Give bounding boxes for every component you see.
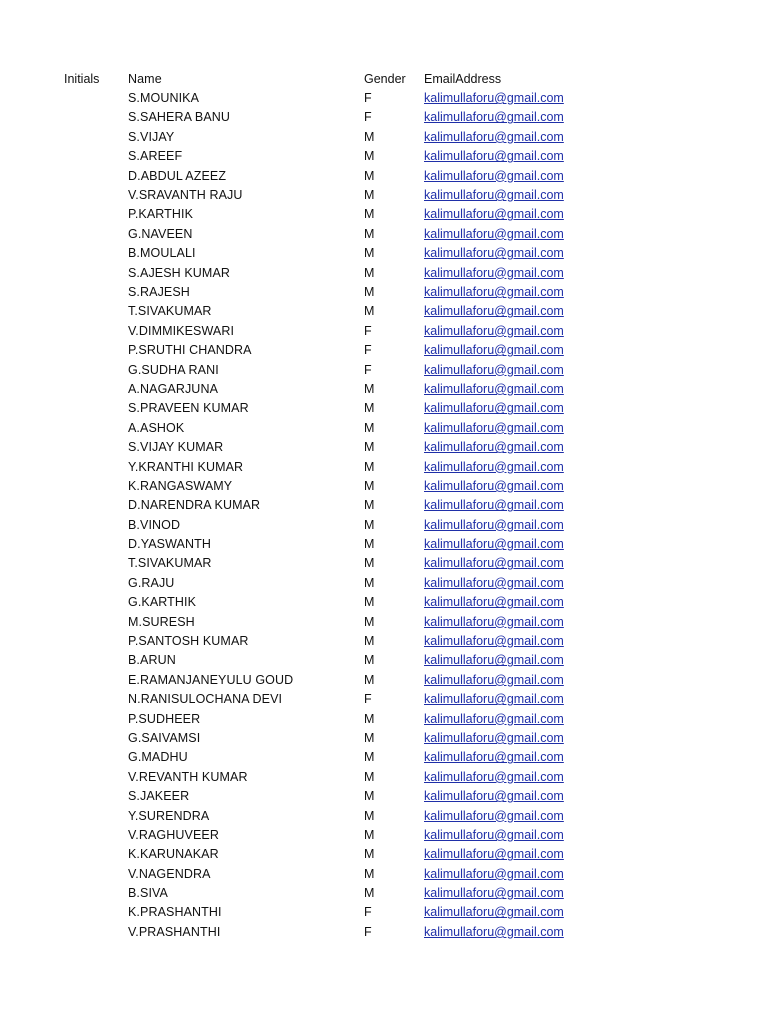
table-row [64, 224, 624, 243]
gender-cell: M [364, 730, 375, 745]
email-link[interactable]: kalimullaforu@gmail.com [424, 750, 564, 765]
email-cell [424, 401, 624, 415]
name-cell: S.VIJAY KUMAR [128, 440, 224, 455]
table-row [64, 631, 624, 650]
table-row [64, 476, 624, 495]
name-cell: S.RAJESH [128, 284, 190, 299]
name-cell: P.SANTOSH KUMAR [128, 634, 249, 649]
gender-cell: M [364, 711, 375, 726]
table-row [64, 593, 624, 612]
table-row [64, 496, 624, 515]
email-cell [424, 188, 624, 202]
gender-cell: M [364, 575, 375, 590]
name-cell: B.ARUN [128, 653, 176, 668]
gender-cell: M [364, 498, 375, 513]
email-cell [424, 731, 624, 745]
table-row [64, 399, 624, 418]
gender-cell: M [364, 750, 375, 765]
table-row [64, 690, 624, 709]
email-link[interactable]: kalimullaforu@gmail.com [424, 91, 564, 106]
email-link[interactable]: kalimullaforu@gmail.com [424, 459, 564, 474]
table-row [64, 670, 624, 689]
name-cell: G.SUDHA RANI [128, 362, 219, 377]
gender-cell: M [364, 265, 375, 280]
table-row [64, 767, 624, 786]
table-row [64, 418, 624, 437]
name-cell: V.PRASHANTHI [128, 924, 221, 939]
gender-cell: M [364, 537, 375, 552]
gender-cell: M [364, 769, 375, 784]
gender-cell: F [364, 110, 372, 125]
email-cell [424, 692, 624, 706]
name-cell: S.VIJAY [128, 129, 175, 144]
email-link[interactable]: kalimullaforu@gmail.com [424, 168, 564, 183]
email-cell [424, 130, 624, 144]
name-cell: G.SAIVAMSI [128, 730, 201, 745]
table-row [64, 573, 624, 592]
email-cell [424, 207, 624, 221]
email-cell [424, 576, 624, 590]
table-row [64, 321, 624, 340]
email-cell [424, 479, 624, 493]
header-email: EmailAddress [424, 71, 502, 86]
gender-cell: M [364, 634, 375, 649]
email-cell [424, 634, 624, 648]
email-link[interactable]: kalimullaforu@gmail.com [424, 401, 564, 416]
email-cell [424, 91, 624, 105]
email-cell [424, 518, 624, 532]
header-row [64, 69, 624, 88]
gender-cell: F [364, 692, 372, 707]
email-link[interactable]: kalimullaforu@gmail.com [424, 614, 564, 629]
email-link[interactable]: kalimullaforu@gmail.com [424, 556, 564, 571]
name-cell: K.RANGASWAMY [128, 478, 233, 493]
email-link[interactable]: kalimullaforu@gmail.com [424, 381, 564, 396]
gender-cell: M [364, 420, 375, 435]
email-cell [424, 653, 624, 667]
name-cell: E.RAMANJANEYULU GOUD [128, 672, 294, 687]
email-link[interactable]: kalimullaforu@gmail.com [424, 343, 564, 358]
table-row [64, 748, 624, 767]
email-link[interactable]: kalimullaforu@gmail.com [424, 866, 564, 881]
email-link[interactable]: kalimullaforu@gmail.com [424, 284, 564, 299]
email-cell [424, 615, 624, 629]
email-link[interactable]: kalimullaforu@gmail.com [424, 149, 564, 164]
name-cell: K.PRASHANTHI [128, 905, 222, 920]
name-cell: G.KARTHIK [128, 595, 197, 610]
name-cell: P.SRUTHI CHANDRA [128, 343, 252, 358]
email-cell [424, 867, 624, 881]
name-cell: D.ABDUL AZEEZ [128, 168, 227, 183]
email-link[interactable]: kalimullaforu@gmail.com [424, 808, 564, 823]
email-cell [424, 227, 624, 241]
email-cell [424, 382, 624, 396]
table-row [64, 437, 624, 456]
email-link[interactable]: kalimullaforu@gmail.com [424, 847, 564, 862]
email-link[interactable]: kalimullaforu@gmail.com [424, 537, 564, 552]
gender-cell: F [364, 91, 372, 106]
table-row [64, 534, 624, 553]
table-row [64, 845, 624, 864]
gender-cell: M [364, 304, 375, 319]
name-cell: P.SUDHEER [128, 711, 201, 726]
gender-cell: F [364, 343, 372, 358]
table-row [64, 147, 624, 166]
table-row [64, 457, 624, 476]
name-cell: P.KARTHIK [128, 207, 194, 222]
gender-cell: M [364, 595, 375, 610]
name-cell: G.NAVEEN [128, 226, 193, 241]
email-cell [424, 770, 624, 784]
email-cell [424, 886, 624, 900]
email-cell [424, 440, 624, 454]
email-link[interactable]: kalimullaforu@gmail.com [424, 362, 564, 377]
name-cell: S.AJESH KUMAR [128, 265, 231, 280]
email-link[interactable]: kalimullaforu@gmail.com [424, 595, 564, 610]
name-cell: S.SAHERA BANU [128, 110, 231, 125]
name-cell: G.MADHU [128, 750, 188, 765]
table-row [64, 864, 624, 883]
name-cell: A.NAGARJUNA [128, 381, 219, 396]
gender-cell: F [364, 362, 372, 377]
name-cell: B.SIVA [128, 886, 168, 901]
email-link[interactable]: kalimullaforu@gmail.com [424, 730, 564, 745]
email-link[interactable]: kalimullaforu@gmail.com [424, 575, 564, 590]
email-cell [424, 285, 624, 299]
gender-cell: M [364, 847, 375, 862]
email-cell [424, 304, 624, 318]
email-link[interactable]: kalimullaforu@gmail.com [424, 634, 564, 649]
name-cell: N.RANISULOCHANA DEVI [128, 692, 283, 707]
gender-cell: M [364, 478, 375, 493]
table-row [64, 903, 624, 922]
gender-cell: F [364, 905, 372, 920]
email-link[interactable]: kalimullaforu@gmail.com [424, 226, 564, 241]
name-cell: S.MOUNIKA [128, 91, 200, 106]
gender-cell: M [364, 284, 375, 299]
gender-cell: M [364, 440, 375, 455]
gender-cell: M [364, 168, 375, 183]
email-link[interactable]: kalimullaforu@gmail.com [424, 711, 564, 726]
email-cell [424, 169, 624, 183]
table-row [64, 883, 624, 902]
name-cell: M.SURESH [128, 614, 195, 629]
email-link[interactable]: kalimullaforu@gmail.com [424, 246, 564, 261]
table-row [64, 282, 624, 301]
email-cell [424, 712, 624, 726]
email-link[interactable]: kalimullaforu@gmail.com [424, 653, 564, 668]
table-row [64, 263, 624, 282]
email-cell [424, 149, 624, 163]
email-link[interactable]: kalimullaforu@gmail.com [424, 789, 564, 804]
name-cell: B.VINOD [128, 517, 181, 532]
name-cell: B.MOULALI [128, 246, 196, 261]
name-cell: T.SIVAKUMAR [128, 556, 212, 571]
email-cell [424, 421, 624, 435]
table-row [64, 922, 624, 941]
name-cell: G.RAJU [128, 575, 175, 590]
email-cell [424, 498, 624, 512]
name-cell: V.DIMMIKESWARI [128, 323, 235, 338]
table-row [64, 728, 624, 747]
email-cell [424, 363, 624, 377]
table-row [64, 709, 624, 728]
gender-cell: M [364, 653, 375, 668]
name-cell: D.NARENDRA KUMAR [128, 498, 261, 513]
table-row [64, 302, 624, 321]
table-row [64, 205, 624, 224]
email-cell [424, 809, 624, 823]
email-link[interactable]: kalimullaforu@gmail.com [424, 304, 564, 319]
name-cell: Y.SURENDRA [128, 808, 210, 823]
email-cell [424, 246, 624, 260]
gender-cell: M [364, 207, 375, 222]
email-link[interactable]: kalimullaforu@gmail.com [424, 440, 564, 455]
name-cell: V.NAGENDRA [128, 866, 211, 881]
table-row [64, 379, 624, 398]
name-cell: S.JAKEER [128, 789, 190, 804]
name-cell: T.SIVAKUMAR [128, 304, 212, 319]
email-link[interactable]: kalimullaforu@gmail.com [424, 517, 564, 532]
email-link[interactable]: kalimullaforu@gmail.com [424, 188, 564, 203]
email-cell [424, 750, 624, 764]
email-link[interactable]: kalimullaforu@gmail.com [424, 672, 564, 687]
table-row [64, 244, 624, 263]
name-cell: D.YASWANTH [128, 537, 211, 552]
name-cell: S.PRAVEEN KUMAR [128, 401, 249, 416]
gender-cell: M [364, 149, 375, 164]
email-link[interactable]: kalimullaforu@gmail.com [424, 110, 564, 125]
table-row [64, 806, 624, 825]
name-cell: Y.KRANTHI KUMAR [128, 459, 244, 474]
gender-cell: M [364, 517, 375, 532]
email-link[interactable]: kalimullaforu@gmail.com [424, 323, 564, 338]
email-link[interactable]: kalimullaforu@gmail.com [424, 420, 564, 435]
gender-cell: M [364, 614, 375, 629]
email-link[interactable]: kalimullaforu@gmail.com [424, 924, 564, 939]
gender-cell: M [364, 381, 375, 396]
table-row [64, 108, 624, 127]
table-row [64, 360, 624, 379]
email-link[interactable]: kalimullaforu@gmail.com [424, 478, 564, 493]
email-cell [424, 595, 624, 609]
gender-cell: F [364, 323, 372, 338]
header-name: Name [128, 71, 162, 86]
email-cell [424, 324, 624, 338]
email-link[interactable]: kalimullaforu@gmail.com [424, 692, 564, 707]
gender-cell: M [364, 226, 375, 241]
email-cell [424, 266, 624, 280]
email-link[interactable]: kalimullaforu@gmail.com [424, 265, 564, 280]
table-row [64, 166, 624, 185]
name-cell: V.RAGHUVEER [128, 827, 219, 842]
email-link[interactable]: kalimullaforu@gmail.com [424, 769, 564, 784]
header-initials: Initials [64, 71, 100, 86]
email-cell [424, 110, 624, 124]
gender-cell: M [364, 556, 375, 571]
email-cell [424, 789, 624, 803]
header-gender: Gender [364, 71, 406, 86]
name-cell: V.REVANTH KUMAR [128, 769, 248, 784]
gender-cell: M [364, 188, 375, 203]
table-row [64, 88, 624, 107]
email-cell [424, 828, 624, 842]
table-row [64, 651, 624, 670]
gender-cell: M [364, 459, 375, 474]
table-row [64, 825, 624, 844]
table-body [64, 88, 624, 941]
email-link[interactable]: kalimullaforu@gmail.com [424, 886, 564, 901]
email-cell [424, 905, 624, 919]
gender-cell: M [364, 886, 375, 901]
email-link[interactable]: kalimullaforu@gmail.com [424, 827, 564, 842]
table-row [64, 340, 624, 359]
gender-cell: M [364, 401, 375, 416]
table-row [64, 127, 624, 146]
gender-cell: M [364, 129, 375, 144]
email-link[interactable]: kalimullaforu@gmail.com [424, 905, 564, 920]
email-cell [424, 673, 624, 687]
gender-cell: F [364, 924, 372, 939]
name-cell: V.SRAVANTH RAJU [128, 188, 243, 203]
email-link[interactable]: kalimullaforu@gmail.com [424, 498, 564, 513]
gender-cell: M [364, 866, 375, 881]
gender-cell: M [364, 672, 375, 687]
gender-cell: M [364, 246, 375, 261]
email-link[interactable]: kalimullaforu@gmail.com [424, 129, 564, 144]
table-row [64, 554, 624, 573]
email-link[interactable]: kalimullaforu@gmail.com [424, 207, 564, 222]
table-row [64, 185, 624, 204]
name-cell: A.ASHOK [128, 420, 185, 435]
email-cell [424, 537, 624, 551]
name-cell: S.AREEF [128, 149, 183, 164]
gender-cell: M [364, 808, 375, 823]
contact-table [64, 69, 624, 942]
email-cell [424, 925, 624, 939]
gender-cell: M [364, 789, 375, 804]
email-cell [424, 556, 624, 570]
email-cell [424, 343, 624, 357]
name-cell: K.KARUNAKAR [128, 847, 219, 862]
email-cell [424, 460, 624, 474]
table-row [64, 515, 624, 534]
table-row [64, 786, 624, 805]
table-row [64, 612, 624, 631]
email-cell [424, 847, 624, 861]
gender-cell: M [364, 827, 375, 842]
